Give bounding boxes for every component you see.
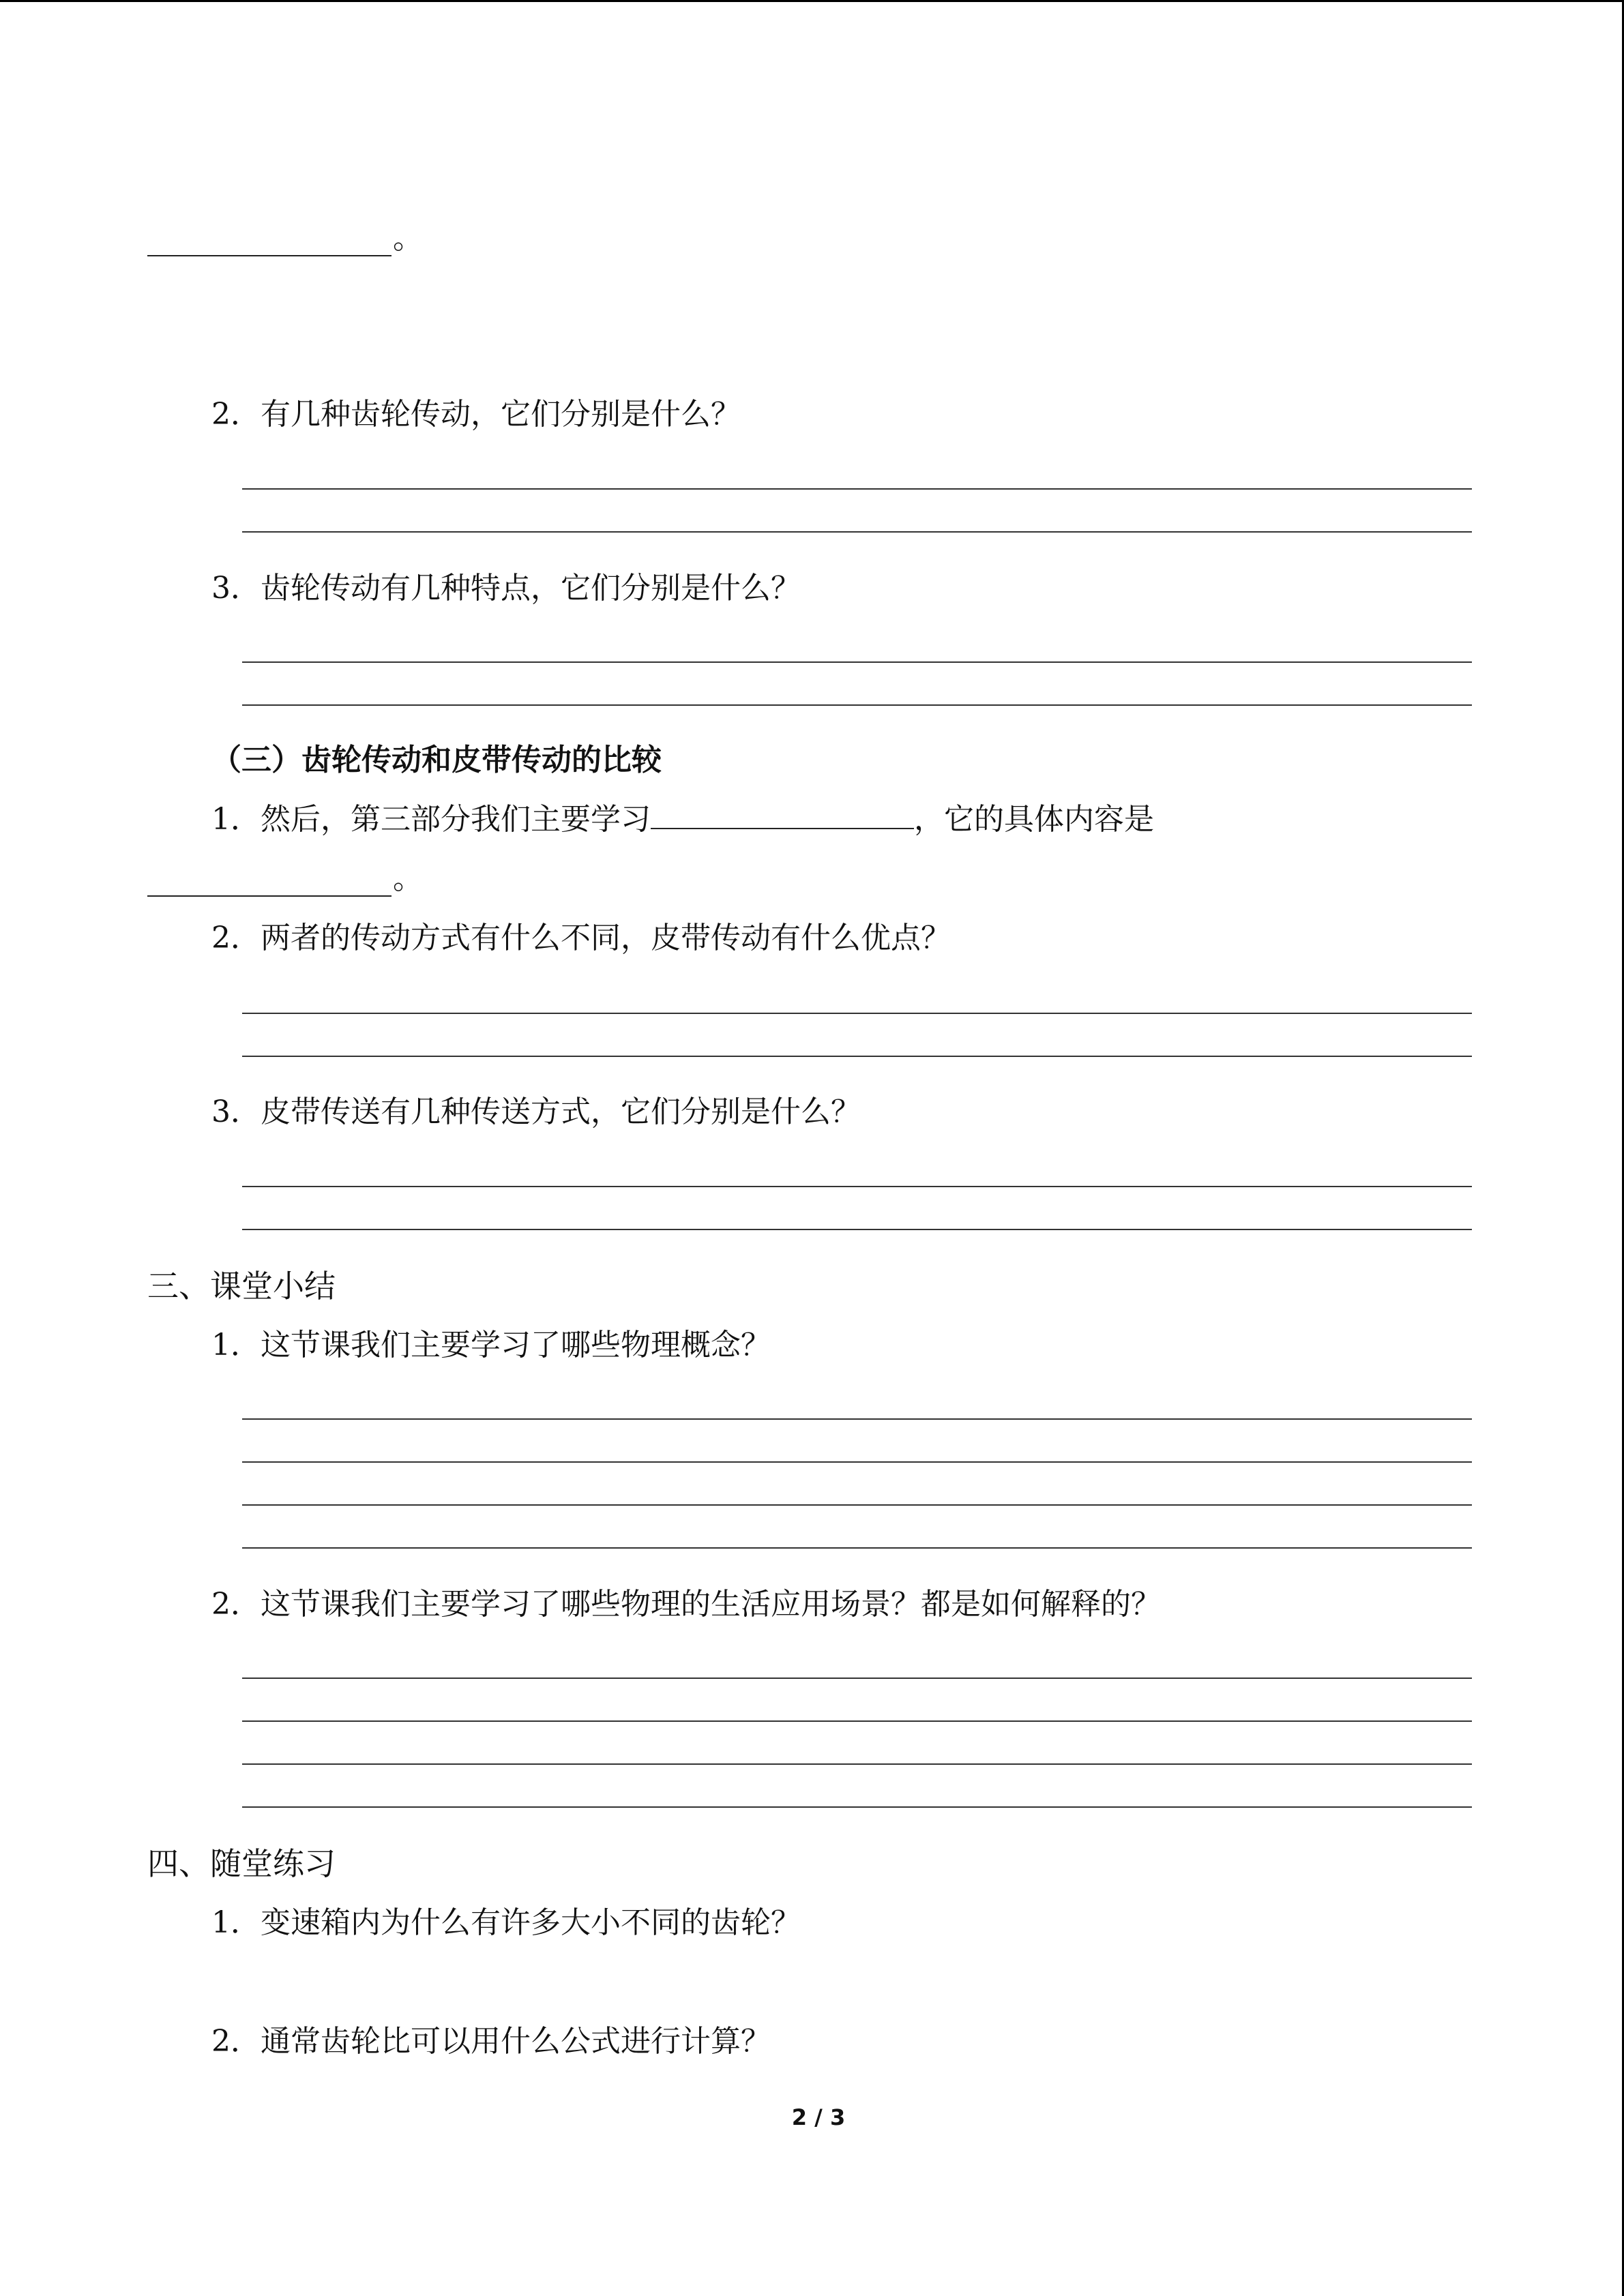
question-gear-features: 3．齿轮传动有几种特点，它们分别是什么？ <box>211 571 801 606</box>
question-applications: 2．这节课我们主要学习了哪些物理的生活应用场景？都是如何解释的？ <box>211 1587 1161 1622</box>
fill-blank[interactable] <box>651 801 914 829</box>
answer-line[interactable] <box>242 1013 1472 1014</box>
question-part3-content <box>211 799 1154 840</box>
answer-line[interactable] <box>242 1229 1472 1230</box>
question-belt-modes: 3．皮带传送有几种传送方式，它们分别是什么？ <box>211 1094 861 1129</box>
section-title-summary: 三、课堂小结 <box>147 1268 336 1304</box>
answer-line[interactable] <box>242 1418 1472 1420</box>
page-border-top <box>0 0 1624 2</box>
answer-line[interactable] <box>242 1504 1472 1506</box>
answer-line[interactable] <box>242 1186 1472 1187</box>
fill-blank[interactable] <box>147 895 392 897</box>
answer-line[interactable] <box>242 1720 1472 1722</box>
answer-line[interactable] <box>242 661 1472 663</box>
question-concepts: 1．这节课我们主要学习了哪些物理概念？ <box>211 1328 771 1362</box>
question-suffix: ，它的具体内容是 <box>914 802 1154 837</box>
page-number: 2 / 3 <box>791 2104 846 2130</box>
answer-line[interactable] <box>242 531 1472 533</box>
section-title-practice: 四、随堂练习 <box>147 1845 336 1882</box>
question-gear-types: 2．有几种齿轮传动，它们分别是什么？ <box>211 397 741 432</box>
answer-line[interactable] <box>242 704 1472 706</box>
answer-line[interactable] <box>242 1678 1472 1679</box>
sentence-end: 。 <box>393 861 423 896</box>
answer-line[interactable] <box>242 1547 1472 1549</box>
answer-line[interactable] <box>242 1763 1472 1765</box>
answer-line[interactable] <box>242 488 1472 490</box>
answer-line[interactable] <box>242 1461 1472 1463</box>
question-prefix: 1．然后，第三部分我们主要学习 <box>211 802 651 837</box>
sentence-end: 。 <box>393 221 423 256</box>
question-gearbox: 1．变速箱内为什么有许多大小不同的齿轮？ <box>211 1905 801 1940</box>
section-heading-comparison: （三）齿轮传动和皮带传动的比较 <box>211 743 662 777</box>
answer-line[interactable] <box>242 1806 1472 1808</box>
answer-line[interactable] <box>242 1056 1472 1057</box>
question-gear-ratio: 2．通常齿轮比可以用什么公式进行计算？ <box>211 2024 771 2059</box>
fill-blank[interactable] <box>147 255 392 256</box>
question-transmission-difference: 2．两者的传动方式有什么不同，皮带传动有什么优点？ <box>211 921 951 955</box>
